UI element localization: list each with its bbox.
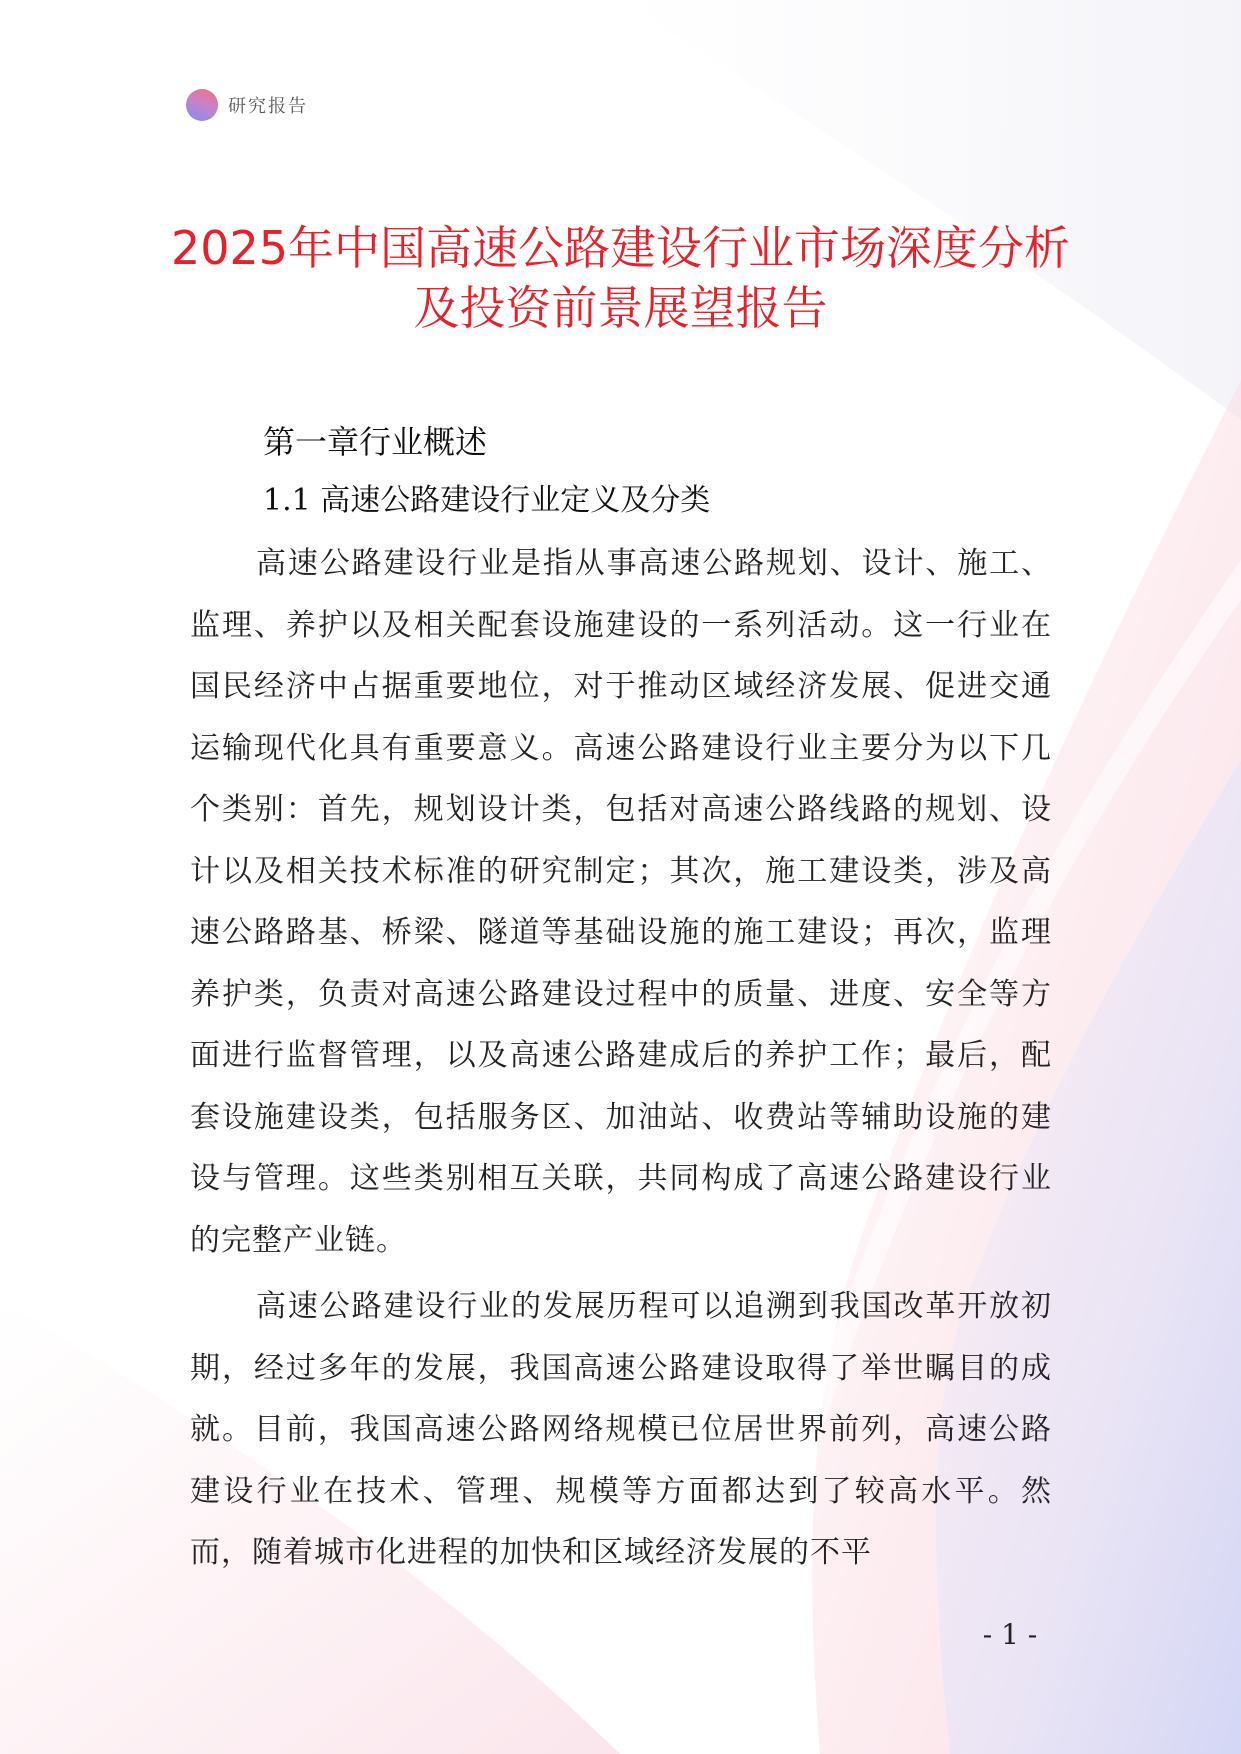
body-paragraph: 高速公路建设行业的发展历程可以追溯到我国改革开放初期，经过多年的发展，我国高速公路建设取得了举世瞩目的成就。目前，我国高速公路网络规模已位居世界前列，高速公路建设行业在技术、管理、规模等方面都达到了较高水平。然而，随着城市化进程的加快和区域经济发展的不平 bbox=[190, 1289, 1052, 1570]
chapter-heading: 第一章行业概述 bbox=[263, 423, 488, 461]
body-paragraph: 高速公路建设行业是指从事高速公路规划、设计、施工、监理、养护以及相关配套设施建设的一系列活动。这一行业在国民经济中占据重要地位，对于推动区域经济发展、促进交通运输现代化具有重要意义。高速公路建设行业主要分为以下几个类别：首先，规划设计类，包括对高速公路线路的规划、设计以及相关技术标准的研究制定；其次，施工建设类，涉及高速公路路基、桥梁、隧道等基础设施的施工建设；再次，监理养护类，负责对高速公路建设过程中的质量、进度、安全等方面进行监督管理，以及高速公路建成后的养护工作；最后，配套设施建设类，包括服务区、加油站、收费站等辅助设施的建设与管理。这些类别相互关联，共同构成了高速公路建设行业的完整产业链。 bbox=[190, 546, 1052, 1258]
top-right-sheen bbox=[620, 0, 1241, 420]
page-number: - 1 - bbox=[982, 1618, 1038, 1651]
gradient-circle-logo-icon bbox=[186, 89, 218, 121]
header-brand bbox=[186, 88, 308, 122]
brand-label: 研究报告 bbox=[228, 96, 308, 117]
document-title: 2025年中国高速公路建设行业市场深度分析及投资前景展望报告 bbox=[170, 221, 1071, 335]
section-heading: 1.1 高速公路建设行业定义及分类 bbox=[263, 483, 711, 518]
